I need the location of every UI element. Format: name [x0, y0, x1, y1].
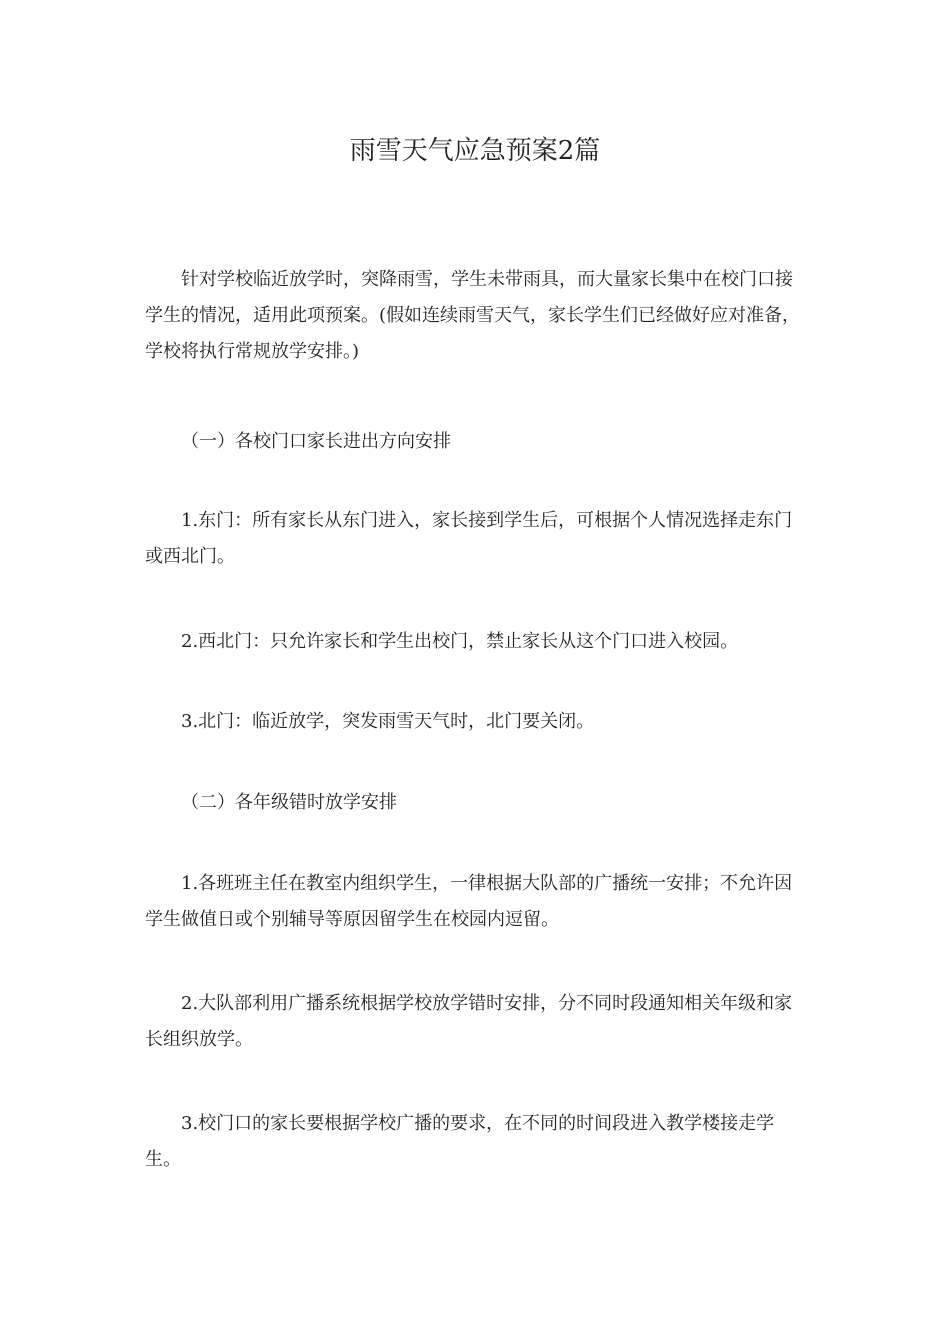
section1-item-3: 3.北门：临近放学，突发雨雪天气时，北门要关闭。	[181, 711, 595, 732]
document-title: 雨雪天气应急预案2篇	[349, 136, 601, 166]
section1-item-2: 2.西北门：只允许家长和学生出校门，禁止家长从这个门口进入校园。	[181, 631, 739, 652]
section2-item-3: 3.校门口的家长要根据学校广播的要求，在不同的时间段进入教学楼接走学生。	[145, 1113, 775, 1170]
section2-item-1: 1.各班班主任在教室内组织学生，一律根据大队部的广播统一安排；不允许因学生做值日或个别辅导等原因留学生在校园内逗留。	[145, 873, 793, 930]
intro-paragraph: 针对学校临近放学时，突降雨雪，学生未带雨具，而大量家长集中在校门口接学生的情况，适用此项预案。(假如连续雨雪天气，家长学生们已经做好应对准备，学校将执行常规放学安排。)	[145, 269, 801, 362]
section2-item-2: 2.大队部利用广播系统根据学校放学错时安排，分不同时段通知相关年级和家长组织放学。	[145, 993, 793, 1050]
section1-item-1: 1.东门：所有家长从东门进入，家长接到学生后，可根据个人情况选择走东门或西北门。	[145, 510, 793, 567]
section-heading-2: （二）各年级错时放学安排	[181, 792, 397, 813]
section-heading-1: （一）各校门口家长进出方向安排	[181, 431, 451, 452]
